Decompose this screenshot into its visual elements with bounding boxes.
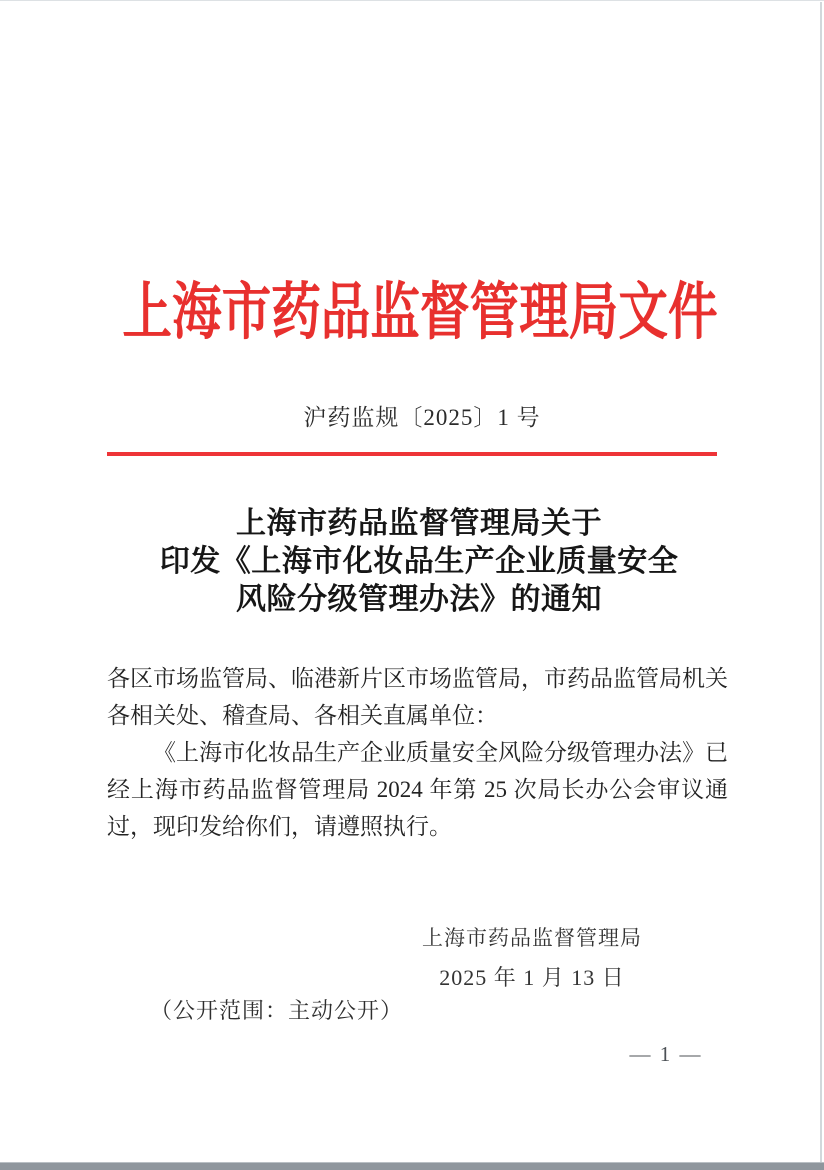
page-number: — 1 — bbox=[629, 1042, 703, 1066]
scan-edge-top bbox=[0, 0, 824, 1]
document-body bbox=[107, 660, 728, 845]
notice-title-line-3: 风险分级管理办法》的通知 bbox=[236, 583, 602, 616]
signature-block bbox=[422, 918, 642, 998]
scan-edge-right bbox=[820, 2, 822, 1163]
disclosure-scope: （公开范围：主动公开） bbox=[150, 998, 404, 1023]
body-paragraph: 《上海市化妆品生产企业质量安全风险分级管理办法》已经上海市药品监督管理局 2024 年第 25 次局长办公会审议通过，现印发给你们，请遵照执行。 bbox=[107, 740, 728, 839]
issue-date: 2025 年 1 月 13 日 bbox=[439, 965, 625, 990]
notice-title-line-2: 印发《上海市化妆品生产企业质量安全 bbox=[159, 545, 679, 578]
notice-title bbox=[14, 505, 824, 619]
issuer-name: 上海市药品监督管理局 bbox=[422, 926, 642, 950]
document-header-title: 上海市药品监督管理局文件 bbox=[122, 279, 718, 347]
salutation-paragraph: 各区市场监管局、临港新片区市场监管局，市药品监管局机关各相关处、稽查局、各相关直属单位： bbox=[107, 666, 728, 728]
document-number: 沪药监规〔2025〕1 号 bbox=[303, 405, 541, 430]
red-divider-line bbox=[107, 452, 717, 456]
scan-edge-bottom bbox=[0, 1162, 824, 1170]
notice-title-line-1: 上海市药品监督管理局关于 bbox=[236, 507, 602, 540]
